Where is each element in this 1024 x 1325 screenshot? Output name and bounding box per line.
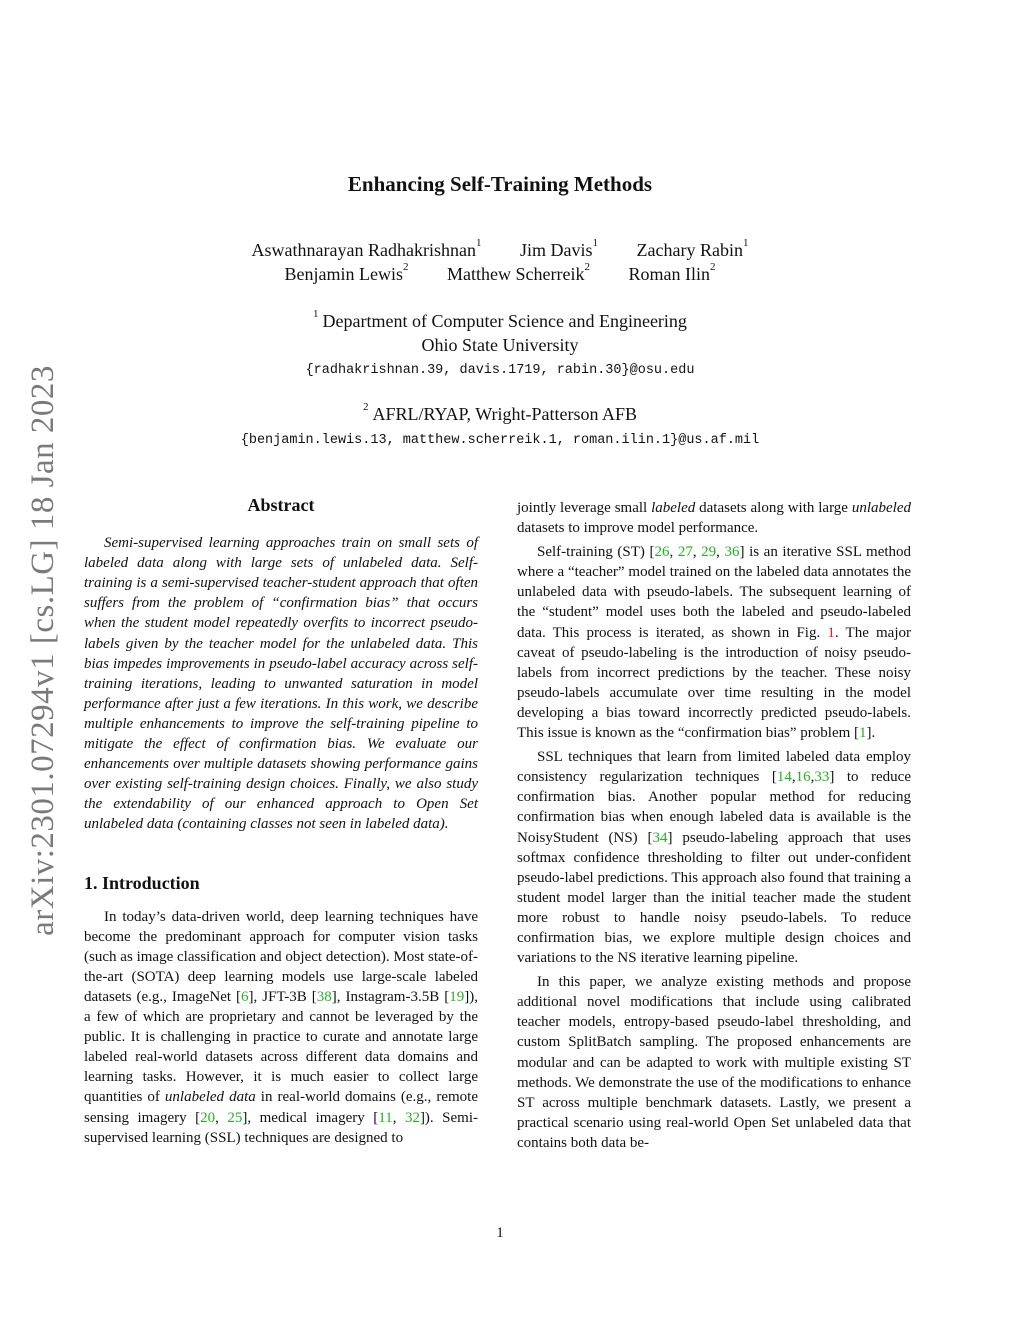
author-name: Aswathnarayan Radhakrishnan$^1$: [251, 237, 482, 260]
page-number: 1: [496, 1225, 504, 1241]
affiliation-1-emails: {radhakrishnan.39, davis.1719, rabin.30}@osu.edu: [305, 363, 695, 378]
intro-paragraph-3: SSL techniques that learn from limited labeled data employ consistency regularization techniques [14,16,33] to reduce confirmation bias. Another popular method for reducing confirmation bias when enough labeled data is available is the NoisyStudent (NS) [34] pseudo-labeling approach that uses softmax confidence thresholding to filter out under-confident pseudo-label predictions. This approach also found that training a student model larger than the initial teacher made the student more robust to handle noisy pseudo-labels. To reduce confirmation bias, we explore multiple design choices and variations to the NS iterative learning pipeline.: [517, 749, 911, 967]
citation-link[interactable]: 26: [654, 544, 670, 561]
citation-link[interactable]: 19: [449, 988, 465, 1005]
introduction-heading: 1. Introduction: [84, 872, 200, 893]
citation-link[interactable]: 20: [200, 1109, 216, 1126]
citation-link[interactable]: 34: [652, 829, 668, 846]
citation-link[interactable]: 38: [316, 988, 332, 1005]
intro-paragraph-1-continued: jointly leverage small labeled datasets along with large unlabeled datasets to improve model performance.: [517, 500, 911, 537]
arxiv-id: arXiv:2301.07294v1 [cs.LG] 18 Jan 2023: [24, 364, 61, 936]
affiliation-2-emails: {benjamin.lewis.13, matthew.scherreik.1, roman.ilin.1}@us.af.mil: [240, 433, 760, 448]
citation-link[interactable]: 6: [241, 988, 249, 1005]
right-column: [517, 498, 911, 1157]
affiliation-1-line-2: Ohio State University: [421, 335, 579, 355]
citation-link[interactable]: 36: [724, 544, 740, 561]
author-name: Jim Davis$^1$: [519, 237, 598, 260]
citation-link[interactable]: 33: [814, 769, 830, 786]
citation-link[interactable]: 29: [701, 544, 717, 561]
authors-row-2: [0, 261, 1000, 285]
citation-link[interactable]: 25: [227, 1109, 243, 1126]
abstract-heading: Abstract: [247, 495, 315, 515]
affiliation-1-line-1: $^1$ Department of Computer Science and Engineering: [313, 308, 687, 331]
citation-link[interactable]: 32: [404, 1109, 420, 1126]
citation-link[interactable]: 14: [776, 769, 792, 786]
authors-row-1: [0, 237, 1000, 261]
citation-link[interactable]: 1: [859, 725, 867, 742]
abstract-text: Semi-supervised learning approaches train on small sets of labeled data along with large sets of unlabeled data. Self-training is a semi-supervised teacher-student approach that often suffers from the problem of “confirmation bias” that occurs when the student model repeatedly overfits to incorrect pseudo-labels given by the teacher model for the unlabeled data. This bias impedes improvements in pseudo-label accuracy across self-training iterations, leading to unwanted saturation in model performance after just a few iterations. In this work, we describe multiple enhancements to improve the self-training pipeline to mitigate the effect of confirmation bias. We evaluate our enhancements over multiple datasets showing performance gains over existing self-training design choices. Finally, we also study the extendability of our enhanced approach to Open Set unlabeled data (containing classes not seen in labeled data).: [84, 535, 478, 833]
citation-link[interactable]: 27: [677, 544, 693, 561]
citation-link[interactable]: 11: [378, 1109, 393, 1126]
author-name: Matthew Scherreik$^2$: [447, 261, 590, 284]
intro-paragraph-2: Self-training (ST) [26, 27, 29, 36] is an iterative SSL method where a “teacher” model trained on the labeled data annotates the unlabeled data with pseudo-labels. The subsequent learning of the “student” model uses both the labeled and pseudo-labeled data. This process is iterated, as shown in Fig. 1. The major caveat of pseudo-labeling is the introduction of noisy pseudo-labels from incorrect predictions by the teacher. These noisy pseudo-labels accumulate over time resulting in the model developing a bias toward incorrectly predicted pseudo-labels. This issue is known as the “confirmation bias” problem [1].: [517, 544, 912, 742]
intro-paragraph-4: In this paper, we analyze existing methods and propose additional novel modifications that include using calibrated teacher models, entropy-based pseudo-label thresholding, and custom SplitBatch sampling. The proposed enhancements are modular and can be adapted to work with multiple existing ST methods. We demonstrate the use of the modifications to enhance ST across multiple benchmark datasets. Lastly, we present a practical scenario using real-world Open Set unlabeled data that contains both data be-: [517, 974, 911, 1151]
figure-link[interactable]: 1: [827, 624, 835, 641]
author-name: Benjamin Lewis$^2$: [284, 261, 409, 284]
paper-title: Enhancing Self-Training Methods: [347, 172, 653, 196]
author-name: Roman Ilin$^2$: [628, 261, 716, 284]
intro-paragraph-1: In today’s data-driven world, deep learning techniques have become the predominant approach for computer vision tasks (such as image classification and object detection). Most state-of-the-art (SOTA) deep learning models use large-scale labeled datasets (e.g., ImageNet [6], JFT-3B [38], Instagram-3.5B [19]), a few of which are proprietary and cannot be leveraged by the public. It is challenging in practice to curate and annotate large labeled real-world datasets across different data domains and learning tasks. However, it is much easier to collect large quantities of unlabeled data in real-world domains (e.g., remote sensing imagery [20, 25], medical imagery [11, 32]). Semi-supervised learning (SSL) techniques are designed to: [84, 908, 479, 1146]
left-column: [84, 495, 478, 1152]
author-name: Zachary Rabin$^1$: [636, 237, 749, 260]
citation-link[interactable]: 16: [795, 769, 811, 786]
affiliation-2-line-1: $^2$ AFRL/RYAP, Wright-Patterson AFB: [363, 401, 637, 424]
